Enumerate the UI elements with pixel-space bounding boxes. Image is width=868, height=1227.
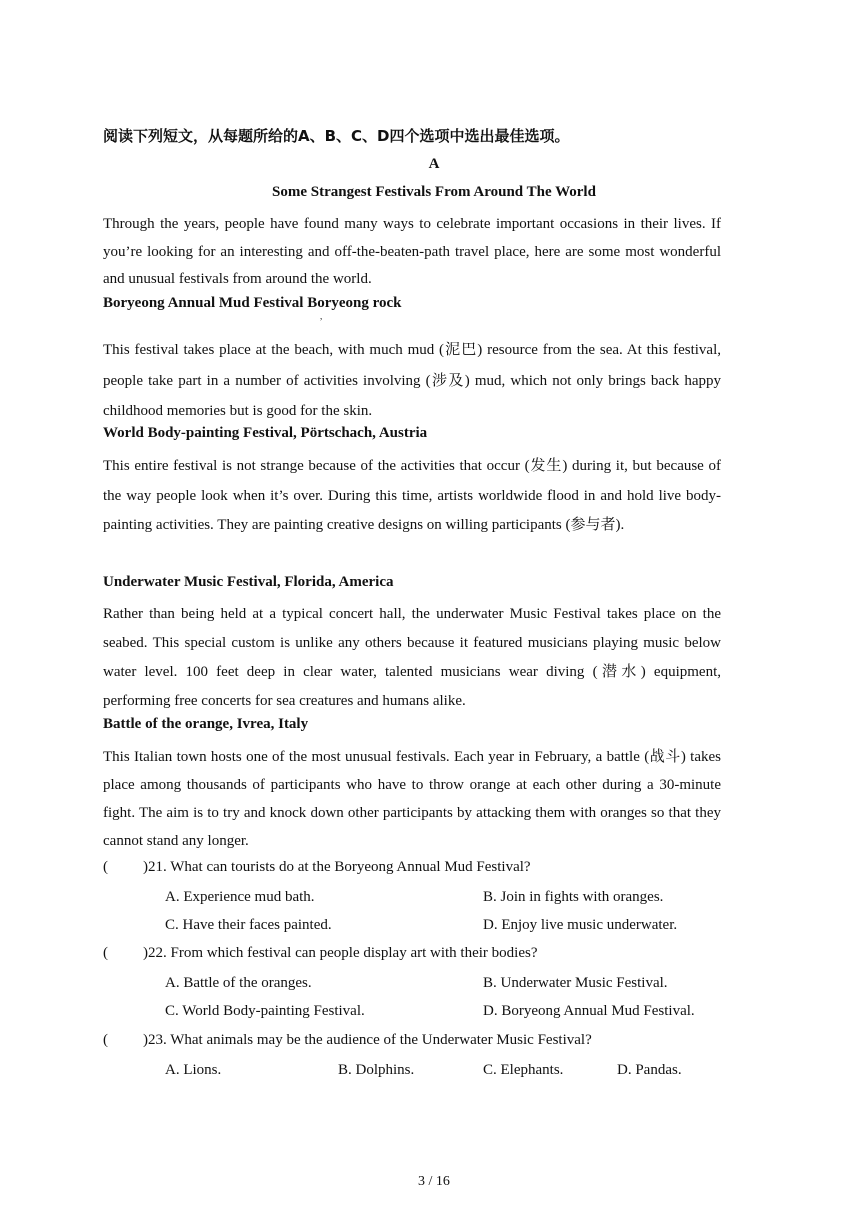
option-a: A. Battle of the oranges. (165, 975, 312, 991)
option-d: D. Enjoy live music underwater. (483, 917, 678, 933)
option-c: C. World Body-painting Festival. (165, 1003, 365, 1019)
page-number: 3 / 16 (418, 1174, 450, 1189)
festival-heading-orange: Battle of the orange, Ivrea, Italy (103, 716, 309, 732)
festival-heading-bodypainting: World Body-painting Festival, Pörtschach, Austria (103, 425, 428, 441)
question-text: 23. What animals may be the audience of the Underwater Music Festival? (148, 1032, 592, 1048)
option-b: B. Underwater Music Festival. (483, 975, 668, 991)
intro-paragraph: Through the years, people have found many ways to celebrate important occasions in their lives. If you’re looking for an interesting and off-the-beaten-path travel place, here are some most wonderful and unusual festivals from around the world. (103, 216, 721, 287)
option-d: D. Pandas. (617, 1062, 682, 1078)
answer-blank-open: ( (103, 1032, 108, 1048)
option-b: B. Join in fights with oranges. (483, 889, 664, 905)
festival-body-mud: This festival takes place at the beach, with much mud (泥巴) resource from the sea. At this festival, people take part in a number of activities involving (涉及) mud, which not only brings back happy childhood memories but is good for the skin. (103, 342, 721, 419)
instruction-text: 阅读下列短文，从每题所给的A、B、C、D四个选项中选出最佳选项。 (103, 127, 570, 145)
festival-body-underwater: Rather than being held at a typical concert hall, the underwater Music Festival takes place on the seabed. This special custom is unlike any others because it featured musicians playing music below water level. 100 feet deep in clear water, talented musicians wear diving (潜水) equipment, performing free concerts for sea creatures and humans alike. (103, 606, 721, 709)
option-c: C. Elephants. (483, 1062, 564, 1078)
festival-body-orange: This Italian town hosts one of the most unusual festivals. Each year in February, a battle (战斗) takes place among thousands of participants who have to throw orange at each other during a 30-minute fight. The aim is to try and knock down other participants by attacking them with oranges so that they cannot stand any longer. (103, 749, 721, 849)
answer-blank-close: ) (143, 1032, 148, 1048)
section-letter: A (428, 156, 440, 172)
festival-body-bodypainting: This entire festival is not strange because of the activities that occur (发生) during it, but because of the way people look when it’s over. During this time, artists worldwide flood in and hold live body-painting activities. They are painting creative designs on willing participants (参与者). (103, 458, 721, 533)
answer-blank-open: ( (103, 859, 108, 875)
passage-title: Some Strangest Festivals From Around The World (272, 184, 596, 200)
answer-blank-open: ( (103, 945, 108, 961)
answer-blank-close: ) (143, 945, 148, 961)
answer-blank-close: ) (143, 859, 148, 875)
option-a: A. Experience mud bath. (165, 889, 315, 905)
option-d: D. Boryeong Annual Mud Festival. (483, 1003, 695, 1019)
question-text: 22. From which festival can people display art with their bodies? (148, 945, 538, 961)
festival-heading-mud: Boryeong Annual Mud Festival Boryeong rock (103, 295, 402, 311)
festival-heading-underwater: Underwater Music Festival, Florida, America (103, 574, 394, 590)
option-b: B. Dolphins. (338, 1062, 415, 1078)
option-c: C. Have their faces painted. (165, 917, 332, 933)
question-text: 21. What can tourists do at the Boryeong Annual Mud Festival? (148, 859, 531, 875)
option-a: A. Lions. (165, 1062, 222, 1078)
stray-mark: , (320, 311, 323, 321)
